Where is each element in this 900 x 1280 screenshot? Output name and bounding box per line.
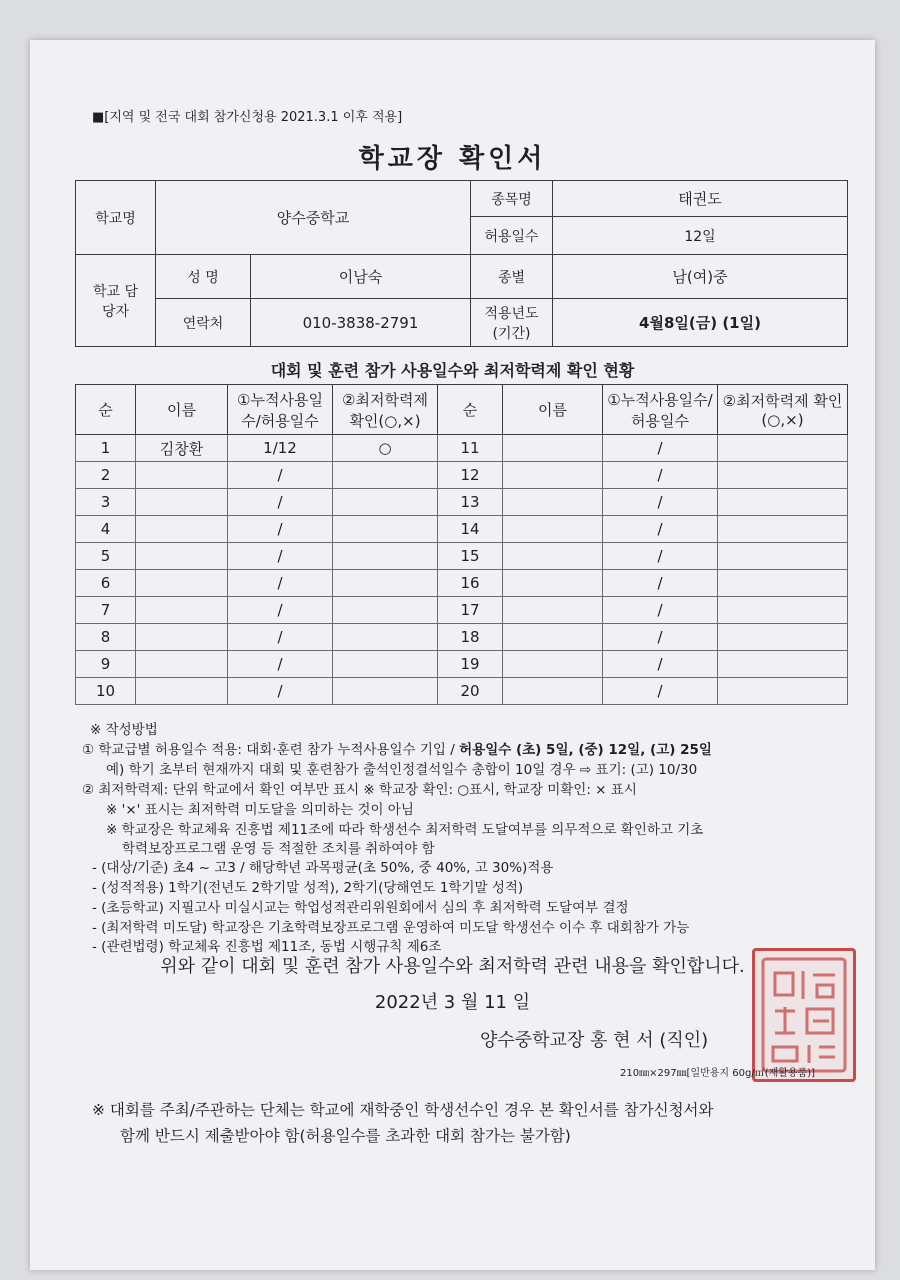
note-1-example: 예) 학기 초부터 현재까지 대회 및 훈련참가 출석인정결석일수 총합이 10일 경우 ⇨ 표기: (고) 10/30 bbox=[106, 762, 698, 778]
note-1-text: ① 학교급별 허용일수 적용: 대회·훈련 참가 누적사용일수 기입 / bbox=[82, 742, 460, 758]
cell-check-right bbox=[718, 462, 848, 489]
cell-name-left bbox=[136, 624, 228, 651]
cell-days-left: / bbox=[228, 624, 333, 651]
category-value: 남(여)중 bbox=[553, 255, 848, 299]
cell-days-left: / bbox=[228, 651, 333, 678]
cell-days-right: / bbox=[603, 516, 718, 543]
cell-no-left: 6 bbox=[76, 570, 136, 597]
cell-name-left bbox=[136, 489, 228, 516]
footer-line-1: ※ 대회를 주최/주관하는 단체는 학교에 재학중인 학생선수인 경우 본 확인서를 참가신청서와 bbox=[92, 1101, 714, 1119]
cell-no-left: 7 bbox=[76, 597, 136, 624]
header-days-right: ①누적사용일수/허용일수 bbox=[603, 385, 718, 435]
cell-check-right bbox=[718, 489, 848, 516]
cell-days-left: / bbox=[228, 489, 333, 516]
cell-no-left: 8 bbox=[76, 624, 136, 651]
table-row bbox=[76, 651, 848, 678]
cell-name-left bbox=[136, 462, 228, 489]
cell-days-right: / bbox=[603, 543, 718, 570]
cell-days-left: / bbox=[228, 516, 333, 543]
cell-days-right: / bbox=[603, 462, 718, 489]
applicability-note: ■[지역 및 전국 대회 참가신청용 2021.3.1 이후 적용] bbox=[92, 110, 403, 125]
contact-label: 연락처 bbox=[156, 299, 251, 347]
cell-name-left bbox=[136, 570, 228, 597]
header-no-right: 순 bbox=[438, 385, 503, 435]
detail-2: - (성적적용) 1학기(전년도 2학기말 성적), 2학기(당해연도 1학기말 성적) bbox=[92, 880, 524, 896]
note-1-bold: 허용일수 (초) 5일, (중) 12일, (고) 25일 bbox=[459, 742, 712, 758]
cell-days-right: / bbox=[603, 597, 718, 624]
cell-name-right bbox=[503, 651, 603, 678]
cell-check-left bbox=[333, 489, 438, 516]
sport-label: 종목명 bbox=[471, 181, 553, 217]
detail-1: - (대상/기준) 초4 ~ 고3 / 해당학년 과목평균(초 50%, 중 40%, 고 30%)적용 bbox=[92, 860, 554, 876]
period-label: 적용년도 (기간) bbox=[471, 299, 553, 347]
cell-no-left: 5 bbox=[76, 543, 136, 570]
cell-check-left bbox=[333, 597, 438, 624]
note-3: ※ '×' 표시는 최저학력 미도달을 의미하는 것이 아님 bbox=[106, 802, 414, 818]
cell-no-left: 1 bbox=[76, 435, 136, 462]
cell-check-right bbox=[718, 570, 848, 597]
cell-name-right bbox=[503, 435, 603, 462]
cell-days-left: / bbox=[228, 678, 333, 705]
cell-no-right: 17 bbox=[438, 597, 503, 624]
cell-no-left: 4 bbox=[76, 516, 136, 543]
cell-name-right bbox=[503, 516, 603, 543]
category-label: 종별 bbox=[471, 255, 553, 299]
cell-check-right bbox=[718, 516, 848, 543]
manager-name-label: 성 명 bbox=[156, 255, 251, 299]
cell-no-left: 2 bbox=[76, 462, 136, 489]
cell-check-left: ○ bbox=[333, 435, 438, 462]
cell-name-right bbox=[503, 624, 603, 651]
table-row bbox=[76, 543, 848, 570]
cell-name-left bbox=[136, 516, 228, 543]
principal-signature: 양수중학교장 홍 현 서 (직인) bbox=[480, 1030, 709, 1051]
period-value: 4월8일(금) (1일) bbox=[553, 299, 848, 347]
table-row bbox=[76, 462, 848, 489]
cell-name-right bbox=[503, 570, 603, 597]
document-title: 학교장 확인서 bbox=[358, 144, 547, 174]
cell-days-right: / bbox=[603, 624, 718, 651]
cell-name-left: 김창환 bbox=[136, 435, 228, 462]
cell-name-right bbox=[503, 597, 603, 624]
cell-name-left bbox=[136, 651, 228, 678]
header-name-left: 이름 bbox=[136, 385, 228, 435]
header-no-left: 순 bbox=[76, 385, 136, 435]
cell-check-left bbox=[333, 678, 438, 705]
cell-check-right bbox=[718, 651, 848, 678]
manager-label: 학교 담당자 bbox=[76, 255, 156, 347]
cell-days-left: / bbox=[228, 570, 333, 597]
notes-heading: ※ 작성방법 bbox=[90, 722, 158, 738]
paper-spec: 210㎜×297㎜[일반용지 60g/㎡(재활용품)] bbox=[620, 1068, 816, 1079]
cell-check-left bbox=[333, 570, 438, 597]
allowed-days-value: 12일 bbox=[553, 217, 848, 255]
cell-check-left bbox=[333, 543, 438, 570]
contact-value: 010-3838-2791 bbox=[251, 299, 471, 347]
cell-check-right bbox=[718, 597, 848, 624]
confirmation-date: 2022년 3 월 11 일 bbox=[374, 992, 531, 1013]
detail-3: - (초등학교) 지필고사 미실시교는 학업성적관리위원회에서 심의 후 최저학력 도달여부 결정 bbox=[92, 900, 629, 916]
cell-no-right: 11 bbox=[438, 435, 503, 462]
cell-check-left bbox=[333, 516, 438, 543]
cell-check-right bbox=[718, 543, 848, 570]
cell-name-left bbox=[136, 543, 228, 570]
official-seal-stamp bbox=[752, 948, 856, 1082]
cell-no-right: 19 bbox=[438, 651, 503, 678]
cell-name-right bbox=[503, 462, 603, 489]
cell-days-right: / bbox=[603, 435, 718, 462]
cell-no-right: 15 bbox=[438, 543, 503, 570]
cell-name-left bbox=[136, 597, 228, 624]
school-name-value: 양수중학교 bbox=[156, 181, 471, 255]
status-table bbox=[75, 384, 848, 705]
header-days-left: ①누적사용일수/허용일수 bbox=[228, 385, 333, 435]
table-row bbox=[76, 435, 848, 462]
cell-check-left bbox=[333, 624, 438, 651]
document-paper bbox=[30, 40, 875, 1270]
cell-name-right bbox=[503, 489, 603, 516]
cell-no-right: 18 bbox=[438, 624, 503, 651]
allowed-days-label: 허용일수 bbox=[471, 217, 553, 255]
cell-no-right: 13 bbox=[438, 489, 503, 516]
header-check-right: ②최저학력제 확인(○,×) bbox=[718, 385, 848, 435]
cell-days-right: / bbox=[603, 651, 718, 678]
sport-value: 태권도 bbox=[553, 181, 848, 217]
cell-no-left: 3 bbox=[76, 489, 136, 516]
cell-name-right bbox=[503, 543, 603, 570]
footer-line-2: 함께 반드시 제출받아야 함(허용일수를 초과한 대회 참가는 불가함) bbox=[120, 1127, 571, 1145]
cell-no-right: 12 bbox=[438, 462, 503, 489]
cell-check-left bbox=[333, 651, 438, 678]
cell-no-right: 14 bbox=[438, 516, 503, 543]
cell-check-right bbox=[718, 435, 848, 462]
cell-days-right: / bbox=[603, 678, 718, 705]
table-row bbox=[76, 570, 848, 597]
manager-name-value: 이남숙 bbox=[251, 255, 471, 299]
cell-days-left: / bbox=[228, 462, 333, 489]
cell-no-left: 9 bbox=[76, 651, 136, 678]
note-2: ② 최저학력제: 단위 학교에서 확인 여부만 표시 ※ 학교장 확인: ○표시, 학교장 미확인: × 표시 bbox=[82, 782, 637, 798]
note-4: ※ 학교장은 학교체육 진흥법 제11조에 따라 학생선수 최저학력 도달여부를 의무적으로 확인하고 기초 bbox=[106, 822, 704, 838]
detail-5: - (관련법령) 학교체육 진흥법 제11조, 동법 시행규칙 제6조 bbox=[92, 939, 442, 955]
table-row bbox=[76, 516, 848, 543]
seal-graphic bbox=[755, 951, 853, 1079]
cell-no-right: 16 bbox=[438, 570, 503, 597]
cell-check-right bbox=[718, 678, 848, 705]
table-row bbox=[76, 489, 848, 516]
header-name-right: 이름 bbox=[503, 385, 603, 435]
school-name-label: 학교명 bbox=[76, 181, 156, 255]
note-1 bbox=[82, 738, 712, 758]
cell-days-left: / bbox=[228, 543, 333, 570]
status-section-title: 대회 및 훈련 참가 사용일수와 최저학력제 확인 현황 bbox=[270, 361, 635, 380]
status-table-body bbox=[76, 435, 848, 705]
cell-days-left: / bbox=[228, 597, 333, 624]
cell-check-left bbox=[333, 462, 438, 489]
table-row bbox=[76, 678, 848, 705]
cell-name-left bbox=[136, 678, 228, 705]
school-info-table bbox=[75, 180, 848, 347]
cell-days-right: / bbox=[603, 570, 718, 597]
cell-no-left: 10 bbox=[76, 678, 136, 705]
table-row bbox=[76, 624, 848, 651]
note-4-cont: 학력보장프로그램 운영 등 적절한 조치를 취하여야 함 bbox=[122, 841, 435, 857]
table-row bbox=[76, 597, 848, 624]
cell-no-right: 20 bbox=[438, 678, 503, 705]
header-check-left: ②최저학력제 확인(○,×) bbox=[333, 385, 438, 435]
detail-4: - (최저학력 미도달) 학교장은 기초학력보장프로그램 운영하여 미도달 학생선수 이수 후 대회참가 가능 bbox=[92, 920, 690, 936]
cell-check-right bbox=[718, 624, 848, 651]
cell-name-right bbox=[503, 678, 603, 705]
confirmation-statement: 위와 같이 대회 및 훈련 참가 사용일수와 최저학력 관련 내용을 확인합니다. bbox=[160, 956, 745, 977]
cell-days-right: / bbox=[603, 489, 718, 516]
cell-days-left: 1/12 bbox=[228, 435, 333, 462]
